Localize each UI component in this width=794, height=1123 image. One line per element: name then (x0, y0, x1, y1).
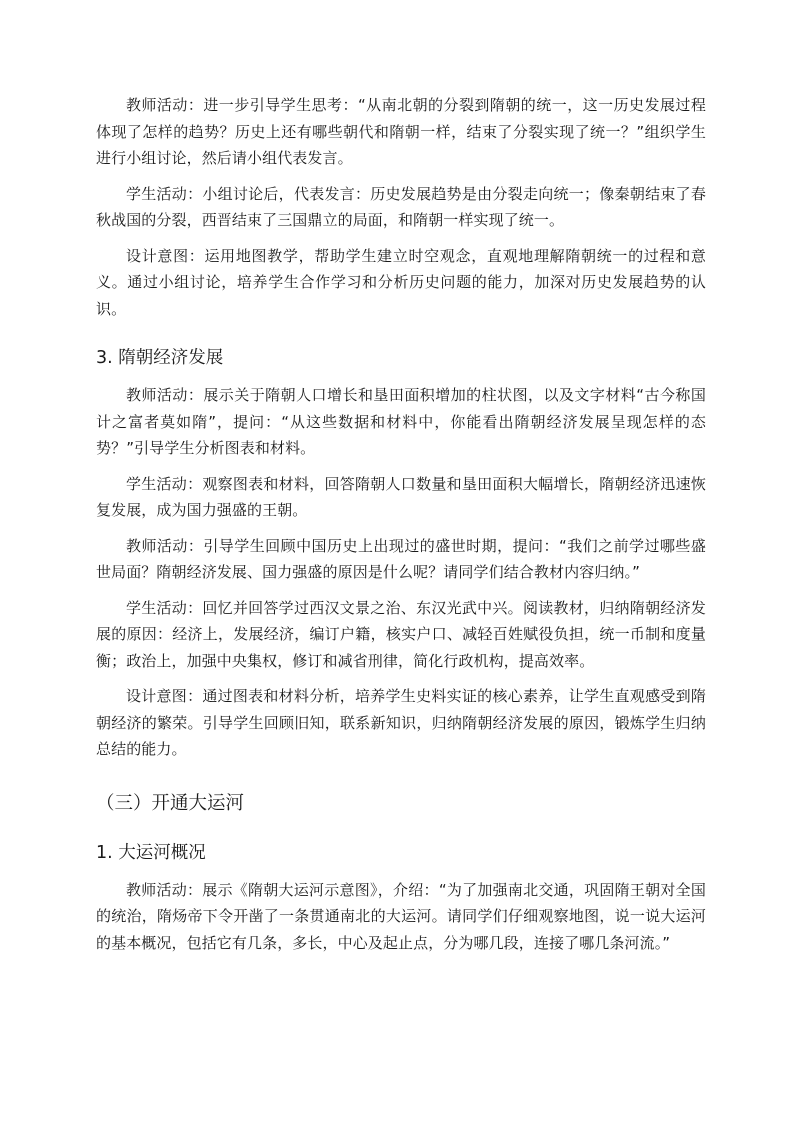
heading-grand-canal-section: （三）开通大运河 (96, 792, 245, 814)
paragraph-student-activity-prosperity: 学生活动：回忆并回答学过西汉文景之治、东汉光武中兴。阅读教材，归纳隋朝经济发展的原因：经济上，发展经济，编订户籍，核实户口、减轻百姓赋役负担，统一币制和度量衡；政治上，加强中央集权，修订和减省刑律，简化行政机构，提高效率。 (96, 598, 706, 670)
paragraph-student-activity-unification: 学生活动：小组讨论后，代表发言：历史发展趋势是由分裂走向统一；像秦朝结束了春秋战国的分裂，西晋结束了三国鼎立的局面，和隋朝一样实现了统一。 (96, 184, 706, 229)
paragraph-teacher-activity-prosperity: 教师活动：引导学生回顾中国历史上出现过的盛世时期，提问：“我们之前学过哪些盛世局面？隋朝经济发展、国力强盛的原因是什么呢？请同学们结合教材内容归纳。” (96, 536, 706, 581)
document-body (96, 92, 706, 965)
paragraph-teacher-activity-canal: 教师活动：展示《隋朝大运河示意图》，介绍：“为了加强南北交通，巩固隋王朝对全国的统治，隋炀帝下令开凿了一条贯通南北的大运河。请同学们仔细观察地图，说一说大运河的基本概况，包括它有几条，多长，中心及起止点，分为哪几段，连接了哪几条河流。” (96, 880, 706, 952)
heading-sui-economy: 3. 隋朝经济发展 (96, 348, 224, 368)
heading-grand-canal-overview: 1. 大运河概况 (96, 842, 206, 863)
paragraph-design-intent-economy: 设计意图：通过图表和材料分析，培养学生史料实证的核心素养，让学生直观感受到隋朝经济的繁荣。引导学生回顾旧知，联系新知识，归纳隋朝经济发展的原因，锻炼学生归纳总结的能力。 (96, 687, 706, 758)
paragraph-teacher-activity-economy: 教师活动：展示关于隋朝人口增长和垦田面积增加的柱状图，以及文字材料“古今称国计之富者莫如隋”，提问：“从这些数据和材料中，你能看出隋朝经济发展呈现怎样的态势？”引导学生分析图表和材料。 (96, 386, 706, 457)
paragraph-student-activity-economy: 学生活动：观察图表和材料，回答隋朝人口数量和垦田面积大幅增长，隋朝经济迅速恢复发展，成为国力强盛的王朝。 (96, 474, 706, 519)
paragraph-design-intent-unification: 设计意图：运用地图教学，帮助学生建立时空观念，直观地理解隋朝统一的过程和意义。通过小组讨论，培养学生合作学习和分析历史问题的能力，加深对历史发展趋势的认识。 (96, 246, 706, 318)
paragraph-teacher-activity-unification: 教师活动：进一步引导学生思考：“从南北朝的分裂到隋朝的统一，这一历史发展过程体现了怎样的趋势？历史上还有哪些朝代和隋朝一样，结束了分裂实现了统一？”组织学生进行小组讨论，然后请小组代表发言。 (96, 96, 706, 167)
